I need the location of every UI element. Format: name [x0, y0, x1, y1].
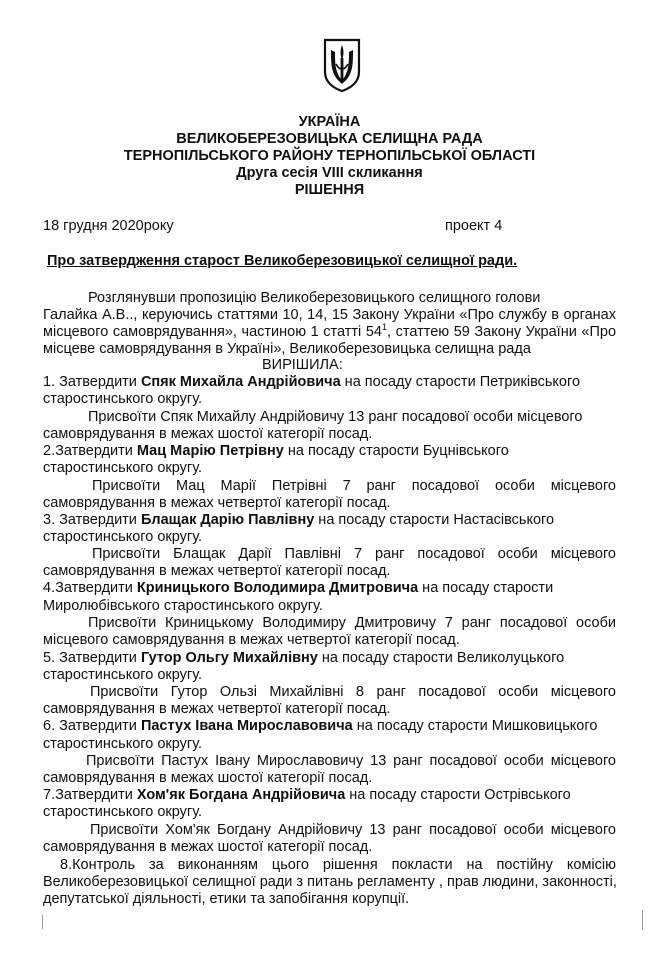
item-4-line [43, 579, 553, 597]
item-6-person-name: Пастух Івана Мирославовича [140, 718, 353, 734]
item-5-line [43, 649, 564, 667]
preamble-line-2: Галайка А.В.., керуючись статтями 10, 14, 15 Закону України «Про службу в органах [43, 307, 616, 323]
item-6-cont: старостинського округу. [43, 736, 203, 752]
preamble-line-4: місцеве самоврядування в Україні», Великоберезовицька селищна рада [43, 341, 531, 357]
item-4-cont: Миролюбівського старостинського округу. [43, 598, 323, 614]
item-7-rest: на посаду старости Острівського [345, 787, 571, 803]
item-7-line [43, 786, 571, 804]
item-3-rest: на посаду старости Настасівського [314, 512, 555, 528]
item-5-lead: 5. Затвердити [43, 650, 141, 666]
item-6-rest: на посаду старости Мишковицького [352, 718, 598, 734]
item-6-assign-1: Присвоїти Пастух Івану Мирославовичу 13 ранг посадової особи місцевого [86, 753, 616, 769]
header-doc-type: РІШЕННЯ [294, 182, 365, 198]
item-4-assign-2: місцевого самоврядування в межах четвертої категорії посад. [43, 632, 460, 648]
decision-date: 18 грудня 2020року [43, 218, 174, 234]
item-2-line [43, 442, 509, 460]
item-5-cont: старостинського округу. [43, 667, 203, 683]
page-corner-mark-right [642, 910, 644, 930]
decision-subject: Про затвердження старост Великоберезовицької селищної ради. [47, 253, 518, 269]
item-5-person-name: Гутор Ольгу Михайлівну [140, 650, 318, 666]
item-6-line [43, 717, 597, 735]
item-5-assign-1: Присвоїти Гутор Ользі Михайлівні 8 ранг посадової особи місцевого [90, 684, 616, 700]
item-3-person-name: Блащак Дарію Павлівну [140, 512, 315, 528]
item-1-rest: на посаду старости Петриківського [340, 374, 581, 390]
item-7-cont: старостинського округу. [43, 804, 203, 820]
preamble-superscript: 1 [381, 322, 387, 333]
preamble-line-3b: , статтею 59 Закону України «Про [387, 324, 617, 340]
page-corner-mark-left [28, 915, 43, 929]
header-council: ВЕЛИКОБЕРЕЗОВИЦЬКА СЕЛИЩНА РАДА [176, 131, 483, 147]
item-3-cont: старостинського округу. [43, 529, 203, 545]
header-session: Друга сесія VIII скликання [236, 165, 423, 181]
item-4-lead: 4.Затвердити [43, 580, 137, 596]
trident-emblem-icon [323, 38, 361, 92]
item-6-assign-2: самоврядування в межах шостої категорії посад. [43, 770, 373, 786]
item-1-cont: старостинського округу. [43, 391, 203, 407]
item-3-assign-1: Присвоїти Блащак Дарії Павлівні 7 ранг посадової особи місцевого [92, 546, 616, 562]
item-6-lead: 6. Затвердити [43, 718, 141, 734]
preamble-line-3 [43, 323, 616, 341]
control-line-1: 8.Контроль за виконанням цього рішення покласти на постійну комісію [60, 857, 616, 873]
decided-heading: ВИРІШИЛА: [262, 357, 343, 373]
item-1-assign-1: Присвоїти Спяк Михайлу Андрійовичу 13 ранг посадової особи місцевого [88, 409, 583, 425]
project-number: проект 4 [445, 218, 503, 234]
item-5-assign-2: самоврядування в межах четвертої категорії посад. [43, 701, 391, 717]
item-1-lead: 1. Затвердити [43, 374, 141, 390]
item-2-assign-1: Присвоїти Мац Марії Петрівні 7 ранг посадової особи місцевого [92, 478, 616, 494]
control-line-2: Великоберезовицької селищної ради з питань регламенту , прав людини, законності, [43, 874, 617, 890]
item-7-assign-1: Присвоїти Хом'як Богдану Андрійовичу 13 ранг посадової особи місцевого [90, 822, 616, 838]
header-country: УКРАЇНА [298, 114, 361, 130]
control-line-3: депутатської діяльності, етики та запобігання корупції. [43, 891, 410, 907]
item-4-assign-1: Присвоїти Криницькому Володимиру Дмитровичу 7 ранг посадової особи [88, 615, 616, 631]
item-4-person-name: Криницького Володимира Дмитровича [136, 580, 419, 596]
header-district: ТЕРНОПІЛЬСЬКОГО РАЙОНУ ТЕРНОПІЛЬСЬКОЇ ОБЛАСТІ [123, 148, 536, 164]
item-2-rest: на посаду старости Буцнівського [283, 443, 509, 459]
item-7-assign-2: самоврядування в межах шостої категорії посад. [43, 839, 373, 855]
item-7-lead: 7.Затвердити [43, 787, 137, 803]
preamble-line-3a: місцевого самоврядування», частиною 1 статті 54 [43, 324, 382, 340]
item-3-line [43, 511, 554, 529]
item-7-person-name: Хом'як Богдана Андрійовича [136, 787, 346, 803]
item-2-person-name: Мац Марію Петрівну [136, 443, 284, 459]
item-1-line [43, 373, 580, 391]
item-4-rest: на посаду старости [418, 580, 554, 596]
item-1-assign-2: самоврядування в межах шостої категорії посад. [43, 426, 373, 442]
item-3-assign-2: самоврядування в межах четвертої категорії посад. [43, 563, 391, 579]
item-2-lead: 2.Затвердити [43, 443, 137, 459]
item-3-lead: 3. Затвердити [43, 512, 141, 528]
item-5-rest: на посаду старости Великолуцького [317, 650, 565, 666]
item-2-assign-2: самоврядування в межах четвертої категорії посад. [43, 495, 391, 511]
item-2-cont: старостинського округу. [43, 460, 203, 476]
item-1-person-name: Спяк Михайла Андрійовича [140, 374, 341, 390]
preamble-line-1: Розглянувши пропозицію Великоберезовицького селищного голови [88, 290, 541, 306]
